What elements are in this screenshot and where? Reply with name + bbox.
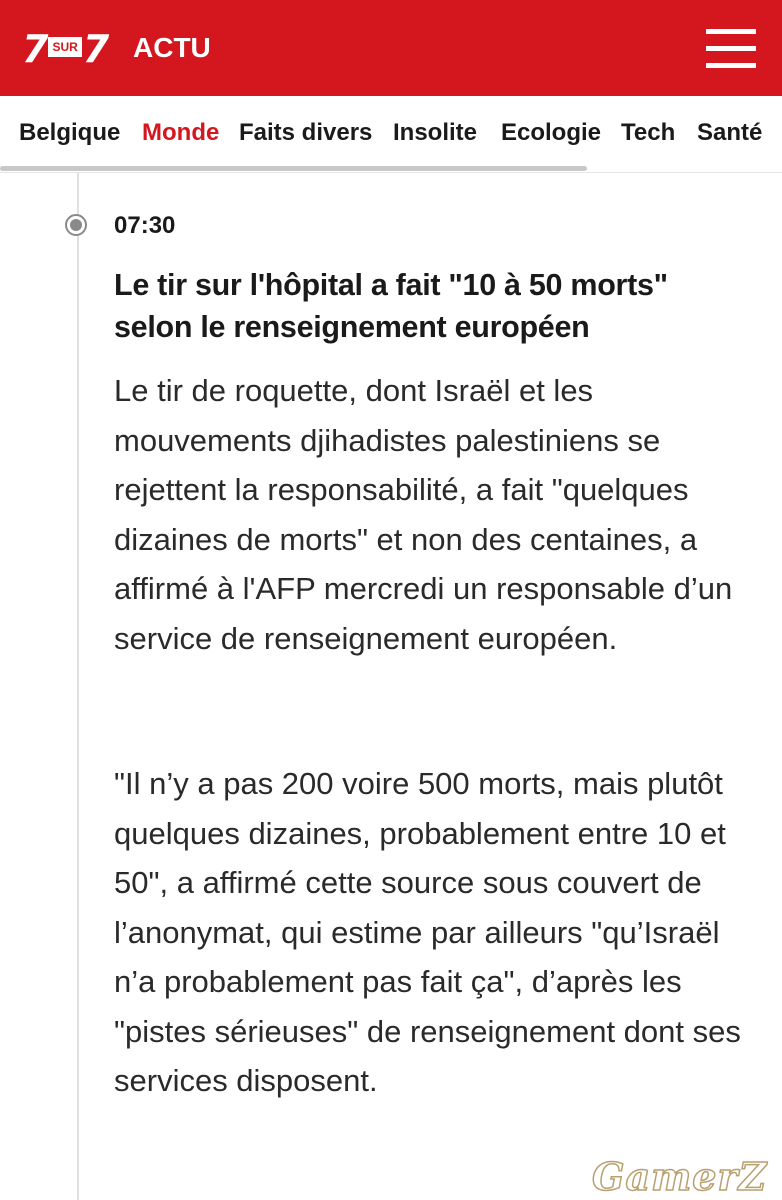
timeline-line: [77, 172, 79, 1200]
nav-scrollbar[interactable]: [0, 166, 587, 171]
logo-digit-left: 7: [22, 27, 47, 71]
section-title[interactable]: ACTU: [133, 32, 211, 63]
menu-bar-middle: [706, 46, 756, 51]
top-header-bar: [0, 0, 782, 96]
menu-bar-bottom: [706, 63, 756, 68]
hamburger-menu-icon[interactable]: [706, 29, 756, 69]
nav-item-sante[interactable]: Santé: [697, 119, 763, 146]
nav-item-ecologie[interactable]: Ecologie: [501, 119, 602, 146]
nav-item-insolite[interactable]: Insolite: [393, 119, 478, 146]
entry-paragraph-1: Le tir de roquette, dont Israël et les mouvements djihadistes palestiniens se rejettent la responsabilité, a fait "quelques dizaines de morts" et non des centaines, a affirmé à l'AFP mercredi un responsable d’un service de renseignement européen.: [114, 373, 733, 656]
nav-item-faits-divers[interactable]: Faits divers: [239, 119, 373, 146]
timeline-dot-icon: [65, 214, 87, 236]
menu-bar-top: [706, 29, 756, 34]
nav-item-tech[interactable]: Tech: [621, 119, 676, 146]
entry-paragraph-2: "Il n’y a pas 200 voire 500 morts, mais plutôt quelques dizaines, probablement entre 10 et 50", a affirmé cette source sous couvert de l’anonymat, qui estime par ailleurs "qu’Israël n’a probablement pas fait ça", d’après les "pistes sérieuses" de renseignement dont ses services disposent.: [114, 766, 741, 1098]
watermark-logo: GamerZ: [592, 1154, 768, 1199]
entry-timestamp: 07:30: [114, 212, 176, 239]
entry-headline: Le tir sur l'hôpital a fait "10 à 50 morts" selon le renseignement européen: [114, 268, 668, 344]
logo-digit-right: 7: [82, 27, 108, 71]
site-logo[interactable]: [22, 27, 108, 71]
category-nav: [0, 96, 782, 173]
logo-sur-badge: SUR: [48, 37, 81, 57]
nav-item-belgique[interactable]: Belgique: [19, 119, 121, 146]
nav-item-monde[interactable]: Monde: [142, 119, 220, 146]
